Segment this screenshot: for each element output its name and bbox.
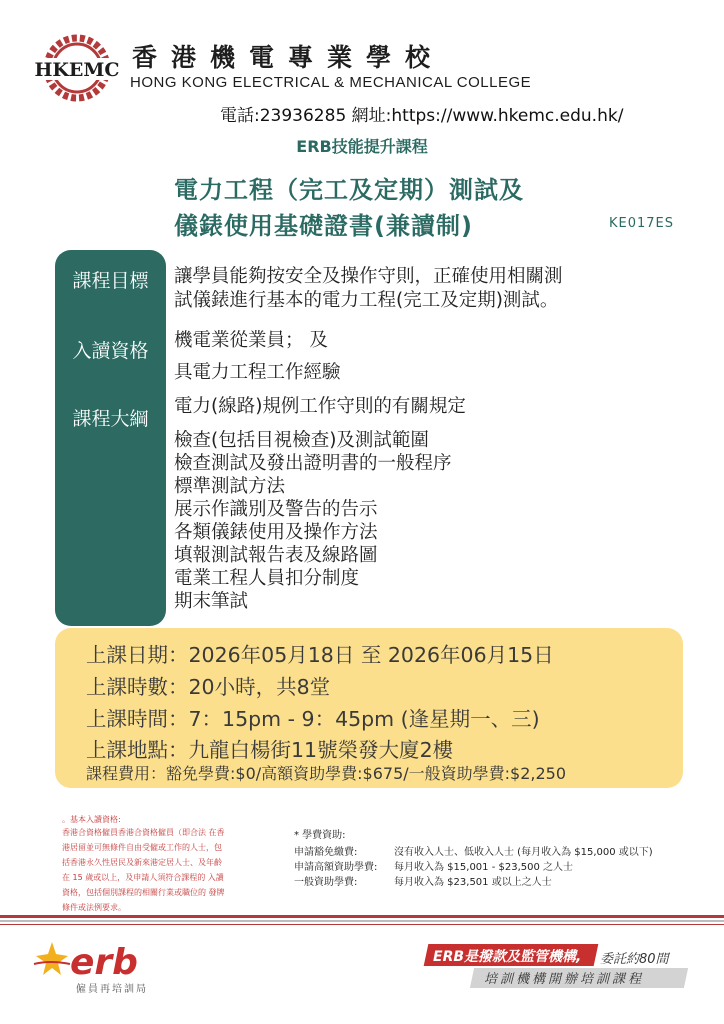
syllabus-item: 電業工程人員扣分制度 <box>174 568 360 589</box>
class-dates: 上課日期：2026年05月18日 至 2026年06月15日 <box>86 643 554 667</box>
footer-divider <box>0 920 724 922</box>
entry-req-line: 括香港永久性居民及新來港定居人士、及年齡 <box>62 858 222 867</box>
syllabus-item: 標準測試方法 <box>174 476 286 497</box>
syllabus-item: 檢查(包括目視檢查)及測試範圍 <box>174 430 429 451</box>
fee-row-label: 申請豁免繳費: <box>294 847 358 858</box>
fee-row-label: 申請高額資助學費: <box>294 862 378 873</box>
syllabus-item: 展示作識別及警告的告示 <box>174 499 378 520</box>
college-name-cn: 香港機電專業學校 <box>132 43 445 72</box>
goal-line: 讓學員能夠按安全及操作守則，正確使用相關測 <box>174 266 563 287</box>
entry-line: 具電力工程工作經驗 <box>174 362 341 383</box>
syllabus-item: 填報測試報告表及線路圖 <box>174 545 378 566</box>
entry-req-line: 條件或法例要求。 <box>62 903 126 912</box>
entry-req-line: 資格，包括個別課程的相關行業或職位的 發牌 <box>62 888 225 897</box>
college-name-en: HONG KONG ELECTRICAL & MECHANICAL COLLEGE <box>130 74 532 91</box>
fee-subsidy-title: * 學費資助: <box>294 830 346 841</box>
goal-label: 課程目標 <box>72 270 149 292</box>
class-time: 上課時間：7：15pm - 9：45pm (逢星期一、三) <box>86 707 540 731</box>
fee-row-desc: 每月收入為 $15,001 - $23,500 之人士 <box>394 862 574 873</box>
syllabus-item: 電力(線路)規例工作守則的有關規定 <box>174 396 466 417</box>
fee-row-desc: 每月收入為 $23,501 或以上之人士 <box>394 877 552 888</box>
banner-gray-text: 培訓機構開辦培訓課程 <box>484 972 645 987</box>
entry-label: 入讀資格 <box>72 340 149 362</box>
entry-req-line: 港居留並可無條件自由受僱或工作的人士，包 <box>62 843 222 852</box>
erb-star-icon <box>34 942 70 975</box>
erb-logo-text: erb <box>70 942 138 983</box>
erb-subtitle: 僱員再培訓局 <box>76 984 148 995</box>
course-fees: 課程費用：豁免學費:$0/高額資助學費:$675/一般資助學費:$2,250 <box>86 764 567 783</box>
course-title-line2: 儀錶使用基礎證書(兼讀制) <box>174 212 473 240</box>
course-code: KE017ES <box>609 216 675 231</box>
footer-divider <box>0 924 724 925</box>
section-label-panel <box>55 250 166 626</box>
entry-line: 機電業從業員； 及 <box>174 330 328 351</box>
footer-divider <box>0 915 724 918</box>
banner-right-text: 委託約80間 <box>600 952 669 967</box>
fee-row-label: 一般資助學費: <box>294 877 358 888</box>
hkemc-logo <box>28 30 126 104</box>
course-type: ERB技能提升課程 <box>296 137 428 156</box>
erb-logo <box>30 934 170 986</box>
goal-line: 試儀錶進行基本的電力工程(完工及定期)測試。 <box>174 290 559 311</box>
syllabus-item: 期末筆試 <box>174 591 249 612</box>
entry-req-line: 香港合資格僱員香港合資格僱員（即合法 在香 <box>62 828 225 837</box>
logo-text: HKEMC <box>34 59 120 81</box>
syllabus-item: 檢查測試及發出證明書的一般程序 <box>174 453 452 474</box>
syllabus-item: 各類儀錶使用及操作方法 <box>174 522 378 543</box>
entry-req-line: 在 15 歲或以上，及申請人須符合課程的 入讀 <box>62 873 224 882</box>
course-title-line1: 電力工程（完工及定期）測試及 <box>174 176 524 204</box>
syllabus-label: 課程大綱 <box>72 408 149 430</box>
banner-red-text: ERB是撥款及監管機構, <box>433 949 582 965</box>
contact-info: 電話:23936285 網址:https://www.hkemc.edu.hk/ <box>220 106 624 126</box>
class-hours: 上課時數：20小時，共8堂 <box>86 675 331 699</box>
class-venue: 上課地點：九龍白楊街11號榮發大廈2樓 <box>86 738 454 762</box>
fee-row-desc: 沒有收入人士、低收入人士 (每月收入為 $15,000 或以下) <box>394 847 653 858</box>
entry-req-title: 。基本入讀資格: <box>62 815 121 824</box>
